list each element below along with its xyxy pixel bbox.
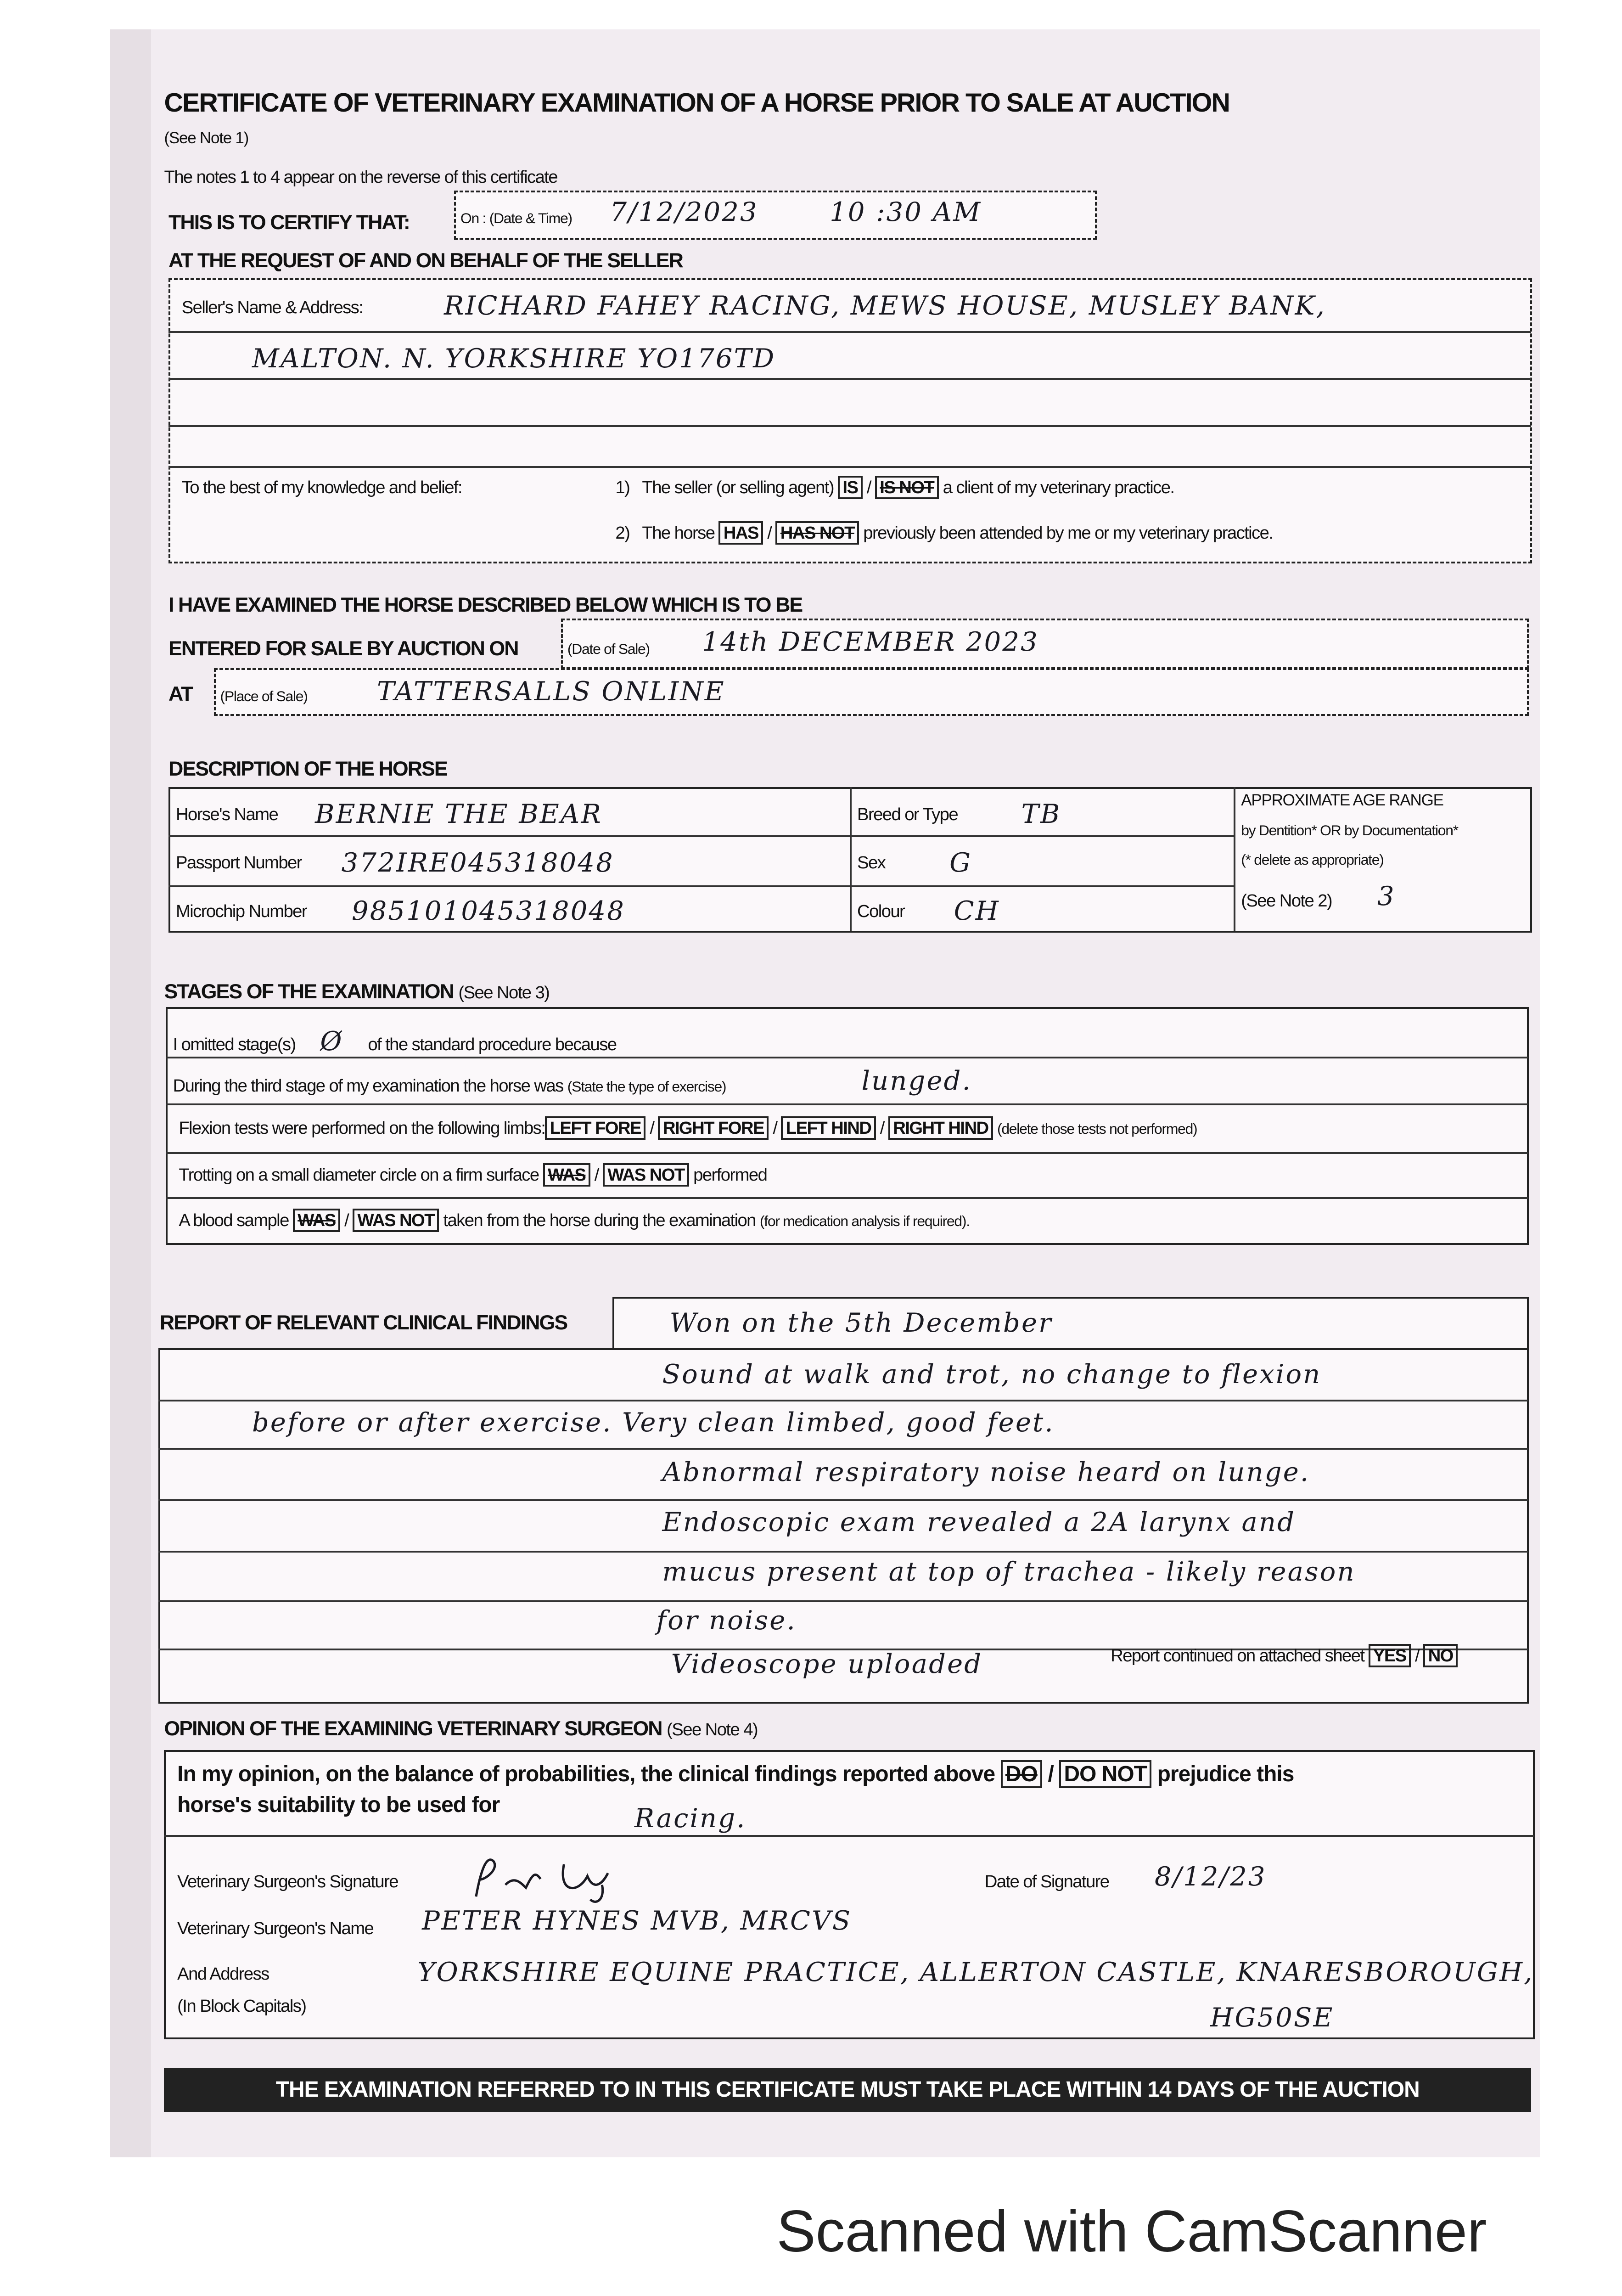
age-method: by Dentition* OR by Documentation*: [1241, 822, 1458, 839]
seller-section: [168, 278, 1532, 563]
examined-heading: I HAVE EXAMINED THE HORSE DESCRIBED BELOW WHICH IS TO BE: [168, 593, 803, 616]
vet-address-line-2[interactable]: HG50SE: [1210, 2002, 1334, 2033]
exam-date: 7/12/2023: [610, 197, 758, 228]
limb-right-hind[interactable]: RIGHT HIND: [888, 1116, 993, 1140]
certify-label: THIS IS TO CERTIFY THAT:: [168, 211, 410, 234]
is-not-option[interactable]: IS NOT: [875, 476, 939, 499]
has-not-option[interactable]: HAS NOT: [775, 521, 859, 545]
trot-was-not-option[interactable]: WAS NOT: [603, 1163, 689, 1187]
sex[interactable]: G: [949, 847, 972, 878]
opinion-statement: In my opinion, on the balance of probabilities, the clinical findings reported above DO / DO NOT prejudice this: [177, 1761, 1294, 1787]
vet-name[interactable]: PETER HYNES MVB, MRCVS: [422, 1905, 852, 1936]
scan-edge: [110, 29, 151, 2157]
sale-date: 14th DECEMBER 2023: [702, 626, 1039, 657]
third-stage-row: During the third stage of my examination the horse was (State the type of exercise): [173, 1075, 726, 1096]
vet-signature: [461, 1850, 637, 1905]
description-heading: DESCRIPTION OF THE HORSE: [168, 758, 447, 780]
signature-date-label: Date of Signature: [984, 1871, 1109, 1891]
passport-number[interactable]: 372IRE045318048: [341, 847, 614, 878]
blood-was-option[interactable]: WAS: [293, 1209, 340, 1232]
blood-row: A blood sample WAS / WAS NOT taken from the horse during the examination (for medication analysis if required).: [179, 1210, 969, 1231]
statement-2: 2) The horse HAS / HAS NOT previously been attended by me or my veterinary practice.: [615, 523, 1273, 543]
report-continued: Report continued on attached sheet YES / NO: [1111, 1646, 1458, 1666]
limb-left-fore[interactable]: LEFT FORE: [545, 1116, 645, 1140]
exam-datetime-field[interactable]: [454, 191, 1096, 240]
has-option[interactable]: HAS: [718, 521, 763, 545]
do-option[interactable]: DO: [1001, 1760, 1043, 1788]
report-line: Endoscopic exam revealed a 2A larynx and: [662, 1506, 1296, 1537]
request-heading: AT THE REQUEST OF AND ON BEHALF OF THE SELLER: [168, 249, 683, 272]
signature-date[interactable]: 8/12/23: [1154, 1861, 1267, 1892]
passport-label: Passport Number: [175, 853, 302, 873]
statement-1: 1) The seller (or selling agent) IS / IS NOT a client of my veterinary practice.: [615, 478, 1174, 498]
colour[interactable]: CH: [954, 895, 1000, 926]
continued-no-option[interactable]: NO: [1423, 1644, 1458, 1667]
age-delete-note: (* delete as appropriate): [1241, 851, 1384, 868]
address-label: And Address: [177, 1964, 269, 1984]
microchip-label: Microchip Number: [175, 901, 307, 921]
signature-label: Veterinary Surgeon's Signature: [177, 1871, 398, 1891]
certificate-title: CERTIFICATE OF VETERINARY EXAMINATION OF A HORSE PRIOR TO SALE AT AUCTION: [164, 88, 1229, 118]
blood-was-not-option[interactable]: WAS NOT: [353, 1209, 439, 1232]
report-heading: REPORT OF RELEVANT CLINICAL FINDINGS: [159, 1311, 567, 1334]
approximate-age[interactable]: 3: [1377, 881, 1396, 912]
entered-label: ENTERED FOR SALE BY AUCTION ON: [168, 637, 518, 660]
omitted-stages[interactable]: Ø: [320, 1026, 343, 1057]
limb-right-fore[interactable]: RIGHT FORE: [658, 1116, 769, 1140]
report-line: for noise.: [656, 1604, 797, 1636]
exam-time: 10 :30 AM: [830, 197, 982, 228]
sale-date-field[interactable]: [561, 619, 1529, 669]
block-capitals-label: (In Block Capitals): [177, 1996, 306, 2016]
trot-row: Trotting on a small diameter circle on a firm surface WAS / WAS NOT performed: [179, 1165, 767, 1185]
breed-label: Breed or Type: [857, 805, 958, 825]
place-label: (Place of Sale): [220, 687, 308, 704]
opinion-statement-2: horse's suitability to be used for: [177, 1793, 500, 1818]
do-not-option[interactable]: DO NOT: [1059, 1760, 1151, 1788]
seller-line-2[interactable]: MALTON. N. YORKSHIRE YO176TD: [252, 343, 776, 374]
notes-line: The notes 1 to 4 appear on the reverse of this certificate: [164, 167, 557, 187]
at-label: AT: [168, 683, 193, 706]
continued-yes-option[interactable]: YES: [1369, 1644, 1411, 1667]
vet-address-line-1[interactable]: YORKSHIRE EQUINE PRACTICE, ALLERTON CASTLE, KNARESBOROUGH,: [417, 1956, 1534, 1987]
horse-name-label: Horse's Name: [175, 805, 278, 825]
report-line: Videoscope uploaded: [671, 1649, 983, 1680]
sale-place-field[interactable]: [214, 668, 1529, 716]
age-heading: APPROXIMATE AGE RANGE: [1241, 791, 1443, 810]
horse-name[interactable]: BERNIE THE BEAR: [315, 799, 603, 830]
sale-date-label: (Date of Sale): [567, 641, 650, 658]
stages-heading: STAGES OF THE EXAMINATION (See Note 3): [164, 980, 550, 1003]
is-option[interactable]: IS: [838, 476, 863, 499]
flexion-row: Flexion tests were performed on the following limbs: LEFT FORE / RIGHT FORE / LEFT HIND / RIGHT HIND (delete those tests not performed): [179, 1118, 1197, 1138]
deadline-banner: THE EXAMINATION REFERRED TO IN THIS CERTIFICATE MUST TAKE PLACE WITHIN 14 DAYS OF THE AUCTION: [164, 2068, 1531, 2112]
knowledge-label: To the best of my knowledge and belief:: [181, 478, 462, 498]
exercise-type[interactable]: lunged.: [861, 1065, 972, 1097]
vet-name-label: Veterinary Surgeon's Name: [177, 1918, 374, 1938]
sex-label: Sex: [857, 853, 886, 873]
trot-was-option[interactable]: WAS: [543, 1163, 590, 1187]
on-label: On : (Date & Time): [460, 210, 572, 227]
report-line: Abnormal respiratory noise heard on lunge.: [662, 1457, 1310, 1488]
report-line: before or after exercise. Very clean limbed, good feet.: [252, 1407, 1055, 1438]
report-line: mucus present at top of trachea - likely reason: [662, 1556, 1356, 1587]
see-note-2: (See Note 2): [1241, 891, 1332, 911]
breed[interactable]: TB: [1021, 799, 1061, 830]
colour-label: Colour: [857, 901, 905, 921]
see-note-1: (See Note 1): [164, 129, 249, 147]
seller-label: Seller's Name & Address:: [181, 297, 363, 317]
omitted-row: I omitted stage(s) Ø of the standard procedure because: [173, 1026, 617, 1057]
seller-line-1[interactable]: RICHARD FAHEY RACING, MEWS HOUSE, MUSLEY BANK,: [444, 290, 1326, 321]
opinion-heading: OPINION OF THE EXAMINING VETERINARY SURGEON (See Note 4): [164, 1717, 758, 1740]
report-line: Sound at walk and trot, no change to flexion: [662, 1358, 1322, 1390]
sale-place: TATTERSALLS ONLINE: [377, 676, 725, 707]
camscanner-watermark: Scanned with CamScanner: [776, 2199, 1487, 2265]
limb-left-hind[interactable]: LEFT HIND: [781, 1116, 876, 1140]
intended-use[interactable]: Racing.: [634, 1802, 746, 1834]
microchip-number[interactable]: 985101045318048: [351, 895, 625, 926]
report-line: Won on the 5th December: [669, 1307, 1053, 1338]
